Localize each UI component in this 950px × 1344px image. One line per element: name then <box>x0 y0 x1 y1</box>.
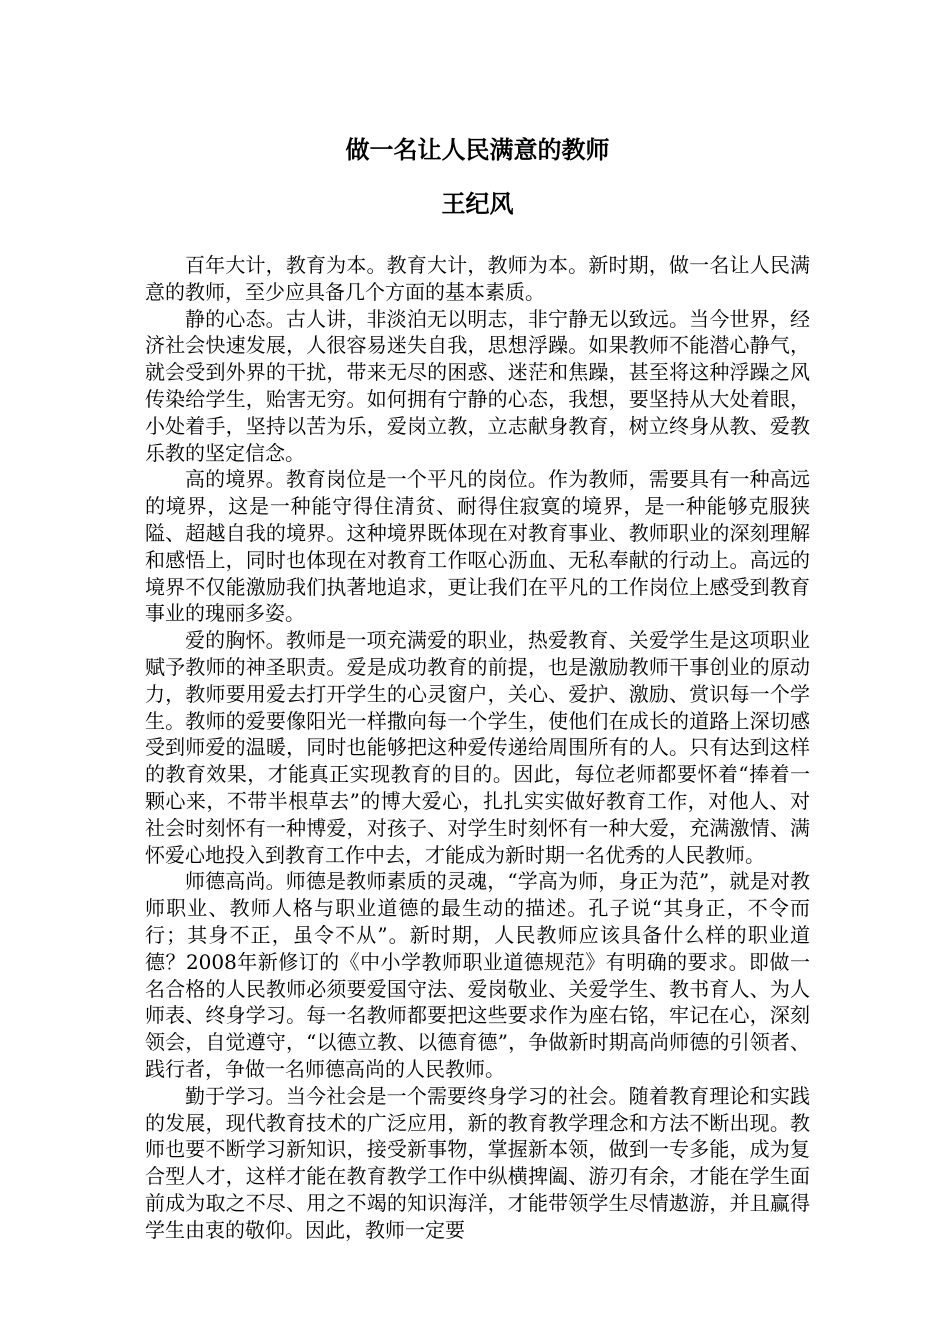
paragraph: 静的心态。古人讲，非淡泊无以明志，非宁静无以致远。当今世界，经济社会快速发展，人很容易迷失自我，思想浮躁。如果教师不能潜心静气，就会受到外界的干扰，带来无尽的困惑、迷茫和焦躁，甚至将这种浮躁之风传染给学生，贻害无穷。如何拥有宁静的心态，我想，要坚持从大处着眼，小处着手，坚持以苦为乐，爱岗立教，立志献身教育，树立终身从教、爱教乐教的坚定信念。 <box>145 306 810 465</box>
paragraph: 勤于学习。当今社会是一个需要终身学习的社会。随着教育理论和实践的发展，现代教育技术的广泛应用，新的教育教学理念和方法不断出现。教师也要不断学习新知识，接受新事物，掌握新本领，做到一专多能，成为复合型人才，这样才能在教育教学工作中纵横捭阖、游刃有余，才能在学生面前成为取之不尽、用之不竭的知识海洋，才能带领学生尽情遨游，并且赢得学生由衷的敬仰。因此，教师一定要 <box>145 1083 810 1242</box>
paragraph: 百年大计，教育为本。教育大计，教师为本。新时期，做一名让人民满意的教师，至少应具备几个方面的基本素质。 <box>145 253 810 304</box>
paragraph: 爱的胸怀。教师是一项充满爱的职业，热爱教育、关爱学生是这项职业赋予教师的神圣职责。爱是成功教育的前提，也是激励教师干事创业的原动力，教师要用爱去打开学生的心灵窗户，关心、爱护、激励、赏识每一个学生。教师的爱要像阳光一样撒向每一个学生，使他们在成长的道路上深切感受到师爱的温暖，同时也能够把这种爱传递给周围所有的人。只有达到这样的教育效果，才能真正实现教育的目的。因此，每位老师都要怀着“捧着一颗心来，不带半根草去”的博大爱心，扎扎实实做好教育工作，对他人、对社会时刻怀有一种博爱，对孩子、对学生时刻怀有一种大爱，充满激情、满怀爱心地投入到教育工作中去，才能成为新时期一名优秀的人民教师。 <box>145 628 810 867</box>
paragraph: 高的境界。教育岗位是一个平凡的岗位。作为教师，需要具有一种高远的境界，这是一种能守得住清贫、耐得住寂寞的境界，是一种能够克服狭隘、超越自我的境界。这种境界既体现在对教育事业、教师职业的深刻理解和感悟上，同时也体现在对教育工作呕心沥血、无私奉献的行动上。高远的境界不仅能激励我们执著地追求，更让我们在平凡的工作岗位上感受到教育事业的瑰丽多姿。 <box>145 467 810 626</box>
paragraph: 师德高尚。师德是教师素质的灵魂，“学高为师，身正为范”，就是对教师职业、教师人格与职业道德的最生动的描述。孔子说“其身正，不令而行；其身不正，虽令不从”。新时期，人民教师应该具备什么样的职业道德？2008年新修订的《中小学教师职业道德规范》有明确的要求。即做一名合格的人民教师必须要爱国守法、爱岗敬业、关爱学生、教书育人、为人师表、终身学习。每一名教师都要把这些要求作为座右铭，牢记在心，深刻领会，自觉遵守，“以德立教、以德育德”，争做新时期高尚师德的引领者、践行者，争做一名师德高尚的人民教师。 <box>145 869 810 1081</box>
document-body <box>145 252 810 1243</box>
document-title: 做一名让人民满意的教师 <box>345 136 610 164</box>
document-page <box>145 120 810 1243</box>
document-author: 王纪风 <box>441 190 514 218</box>
